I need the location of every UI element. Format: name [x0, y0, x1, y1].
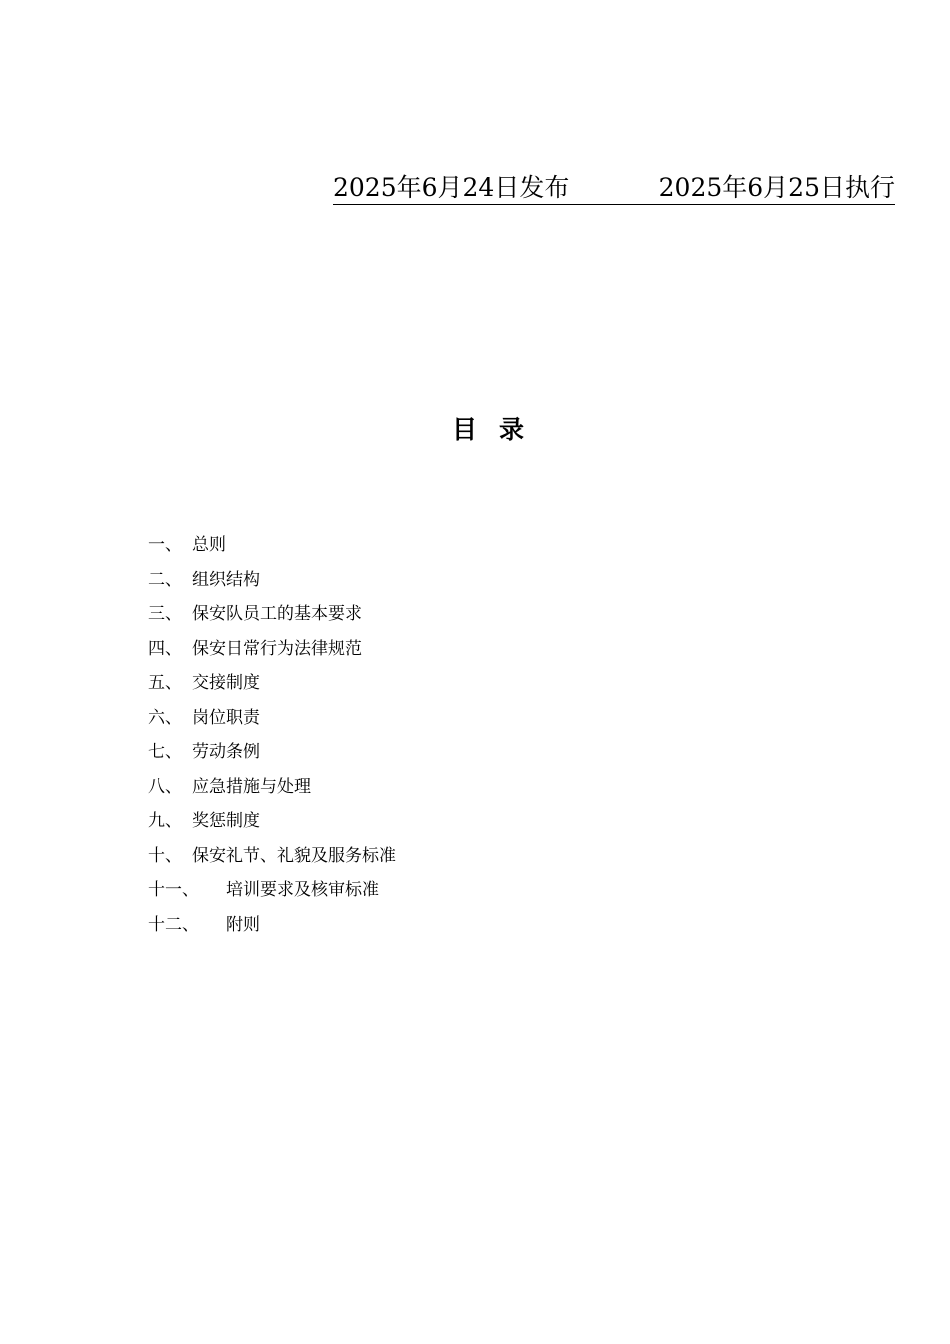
toc-item-label: 总则	[192, 535, 226, 555]
toc-item-number: 七、	[148, 742, 182, 762]
toc-item-number: 二、	[148, 569, 182, 590]
toc-item	[148, 669, 396, 704]
toc-item-label: 岗位职责	[192, 707, 260, 728]
toc-item-label: 奖惩制度	[192, 811, 260, 831]
toc-item-label: 保安日常行为法律规范	[192, 638, 362, 659]
toc-item-number: 九、	[148, 811, 182, 831]
publication-dates	[333, 172, 895, 205]
toc-item-label: 组织结构	[192, 569, 260, 590]
effective-date: 2025年6月25日执行	[658, 173, 895, 202]
toc-item-number: 五、	[148, 673, 182, 693]
toc-item-number: 四、	[148, 638, 182, 659]
toc-item	[148, 773, 396, 808]
toc-item-number: 八、	[148, 776, 182, 797]
toc-title: 目录	[451, 415, 546, 444]
toc-item-label: 应急措施与处理	[192, 776, 311, 797]
toc-item-label: 交接制度	[192, 673, 260, 693]
toc-item	[148, 911, 396, 946]
toc-item-number: 一、	[148, 535, 182, 555]
toc-item-label: 劳动条例	[192, 742, 260, 762]
toc-item	[148, 635, 396, 670]
toc-item	[148, 842, 396, 877]
toc-item-number: 十一、	[148, 880, 199, 900]
toc-item	[148, 531, 396, 566]
toc-item-number: 三、	[148, 604, 182, 624]
toc-item-number: 十二、	[148, 914, 199, 935]
toc-item	[148, 807, 396, 842]
toc-item-number: 十、	[148, 845, 182, 866]
toc-item-label: 保安礼节、礼貌及服务标准	[192, 845, 396, 866]
toc-item-number: 六、	[148, 707, 182, 728]
toc-item-label: 保安队员工的基本要求	[192, 604, 362, 624]
toc-item-label: 附则	[226, 914, 260, 935]
toc-item	[148, 876, 396, 911]
issue-date: 2025年6月24日发布	[333, 173, 570, 202]
toc-item	[148, 600, 396, 635]
toc-item	[148, 704, 396, 739]
toc-item	[148, 566, 396, 601]
toc-item-label: 培训要求及核审标准	[226, 880, 379, 900]
toc-item	[148, 738, 396, 773]
table-of-contents	[148, 531, 396, 945]
